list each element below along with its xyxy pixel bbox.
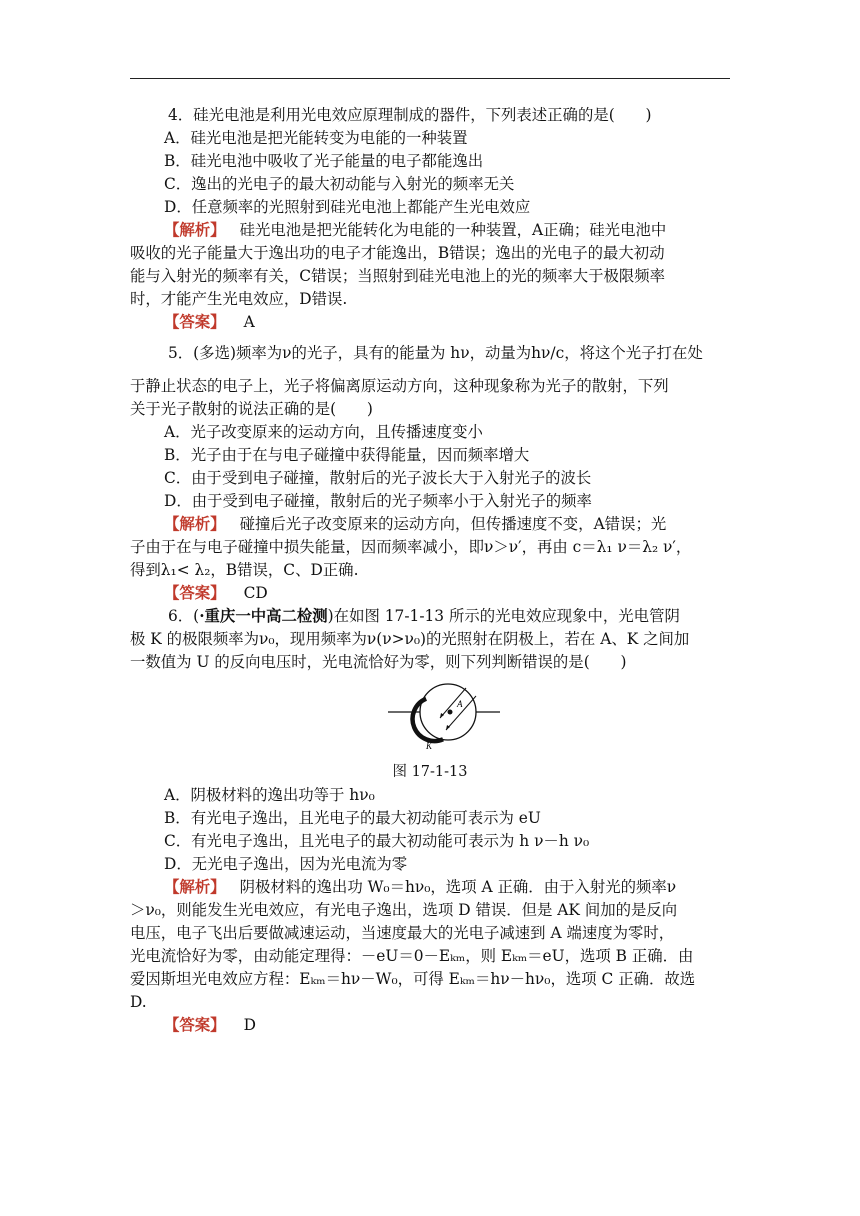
q5-analysis-line-1: 【解析】 碰撞后光子改变原来的运动方向，但传播速度不变，A错误；光 — [164, 515, 667, 533]
q4-analysis-line-3: 能与入射光的频率有关，C错误；当照射到硅光电池上的光的频率大于极限频率 — [130, 267, 666, 285]
q5-stem-line-3: 关于光子散射的说法正确的是( ) — [130, 400, 373, 418]
q6-analysis-line-3: 电压，电子飞出后要做减速运动，当速度最大的光电子减速到 A 端速度为零时， — [130, 924, 675, 942]
q6-stem-line-3: 一数值为 U 的反向电压时，光电流恰好为零，则下列判断错误的是( ) — [130, 653, 627, 671]
q4-option-c: C．逸出的光电子的最大初动能与入射光的频率无关 — [164, 175, 515, 193]
figure-caption: 图 17-1-13 — [392, 764, 468, 780]
q5-option-b: B．光子由于在与电子碰撞中获得能量，因而频率增大 — [164, 446, 530, 464]
label-k: K — [426, 741, 433, 751]
q6-option-d: D．无光电子逸出，因为光电流为零 — [164, 855, 408, 873]
q4-option-d: D．任意频率的光照射到硅光电池上都能产生光电效应 — [164, 198, 531, 216]
q6-option-b: B．有光电子逸出，且光电子的最大初动能可表示为 eU — [164, 809, 541, 827]
q6-source: ·重庆一中高二检测 — [199, 607, 328, 625]
answer-tag: 【答案】 — [164, 1016, 226, 1034]
analysis-tag: 【解析】 — [164, 878, 226, 896]
q6-analysis-line-1: 【解析】 阴极材料的逸出功 W₀＝hν₀，选项 A 正确．由于入射光的频率ν — [164, 878, 677, 896]
q6-option-a: A．阴极材料的逸出功等于 hν₀ — [164, 786, 375, 804]
phototube-figure — [388, 682, 500, 752]
anode-a — [448, 710, 453, 715]
q6-option-c: C．有光电子逸出，且光电子的最大初动能可表示为 h ν－h ν₀ — [164, 832, 590, 850]
q6-answer: 【答案】 D — [164, 1016, 256, 1034]
q6-stem-line-1: 6．(·重庆一中高二检测)在如图 17-1-13 所示的光电效应现象中，光电管阴 — [168, 607, 680, 625]
analysis-tag: 【解析】 — [164, 515, 226, 533]
q4-option-a: A．硅光电池是把光能转变为电能的一种装置 — [164, 129, 468, 147]
q5-stem-line-1: 5．(多选)频率为ν的光子，具有的能量为 hν，动量为hν/c，将这个光子打在处 — [168, 344, 703, 362]
q5-answer: 【答案】 CD — [164, 584, 268, 602]
q4-analysis-line-2: 吸收的光子能量大于逸出功的电子才能逸出，B错误；逸出的光电子的最大初动 — [130, 244, 665, 262]
answer-tag: 【答案】 — [164, 584, 226, 602]
q6-analysis-line-4: 光电流恰好为零，由动能定理得：－eU＝0－Eₖₘ，则 Eₖₘ＝eU，选项 B 正确．由 — [130, 947, 694, 965]
q5-option-d: D．由于受到电子碰撞，散射后的光子频率小于入射光子的频率 — [164, 492, 592, 510]
answer-tag: 【答案】 — [164, 313, 226, 331]
q5-option-c: C．由于受到电子碰撞，散射后的光子波长大于入射光子的波长 — [164, 469, 592, 487]
q5-analysis-line-2: 子由于在与电子碰撞中损失能量，因而频率减小，即ν＞ν′，再由 c＝λ₁ ν＝λ₂ ν′， — [130, 538, 692, 556]
q4-analysis-line-1: 【解析】 硅光电池是把光能转化为电能的一种装置，A正确；硅光电池中 — [164, 221, 667, 239]
q4-answer: 【答案】 A — [164, 313, 255, 331]
q5-analysis-line-3: 得到λ₁< λ₂，B错误，C、D正确. — [130, 561, 359, 579]
q6-analysis-line-2: ＞ν₀，则能发生光电效应，有光电子逸出，选项 D 错误．但是 AK 间加的是反向 — [130, 901, 678, 919]
analysis-tag: 【解析】 — [164, 221, 226, 239]
header-rule — [130, 78, 730, 79]
q4-stem: 4．硅光电池是利用光电效应原理制成的器件，下列表述正确的是( ) — [168, 106, 652, 124]
q5-option-a: A．光子改变原来的运动方向，且传播速度变小 — [164, 423, 483, 441]
q4-analysis-line-4: 时，才能产生光电效应，D错误. — [130, 290, 348, 308]
q6-analysis-line-5: 爱因斯坦光电效应方程：Eₖₘ＝hν－W₀，可得 Eₖₘ＝hν－hν₀，选项 C 正确．故选 — [130, 970, 696, 988]
q6-stem-line-2: 极 K 的极限频率为ν₀，现用频率为ν(ν>ν₀)的光照射在阴极上，若在 A、K 之间加 — [130, 630, 690, 648]
label-a: A — [457, 699, 463, 709]
q6-analysis-line-6: D. — [130, 993, 147, 1011]
q5-stem-line-2: 于静止状态的电子上，光子将偏离原运动方向，这种现象称为光子的散射，下列 — [130, 377, 669, 395]
q4-option-b: B．硅光电池中吸收了光子能量的电子都能逸出 — [164, 152, 484, 170]
